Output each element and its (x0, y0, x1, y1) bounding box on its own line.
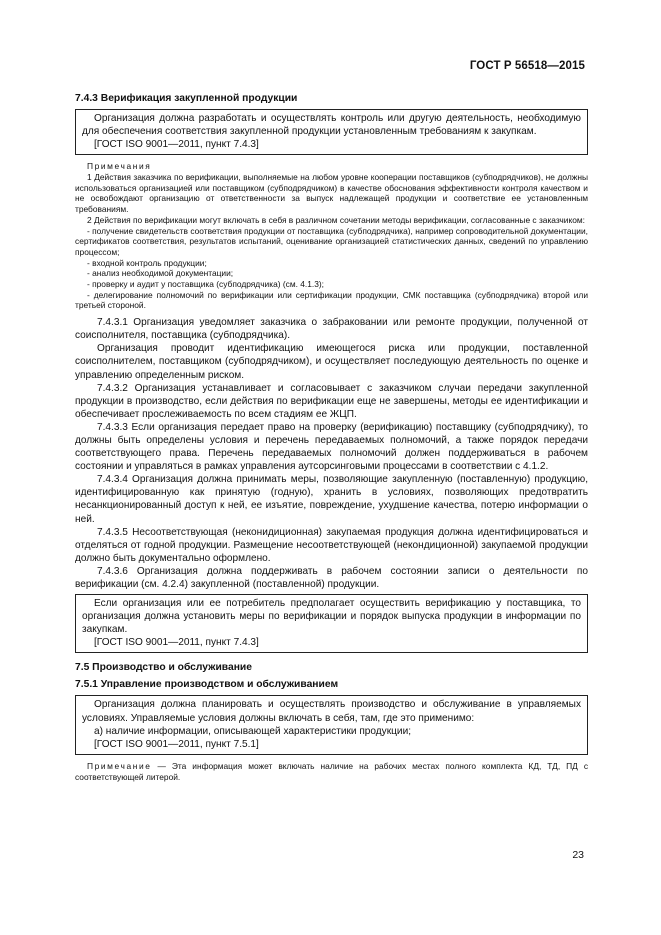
requirement-reference: [ГОСТ ISO 9001—2011, пункт 7.4.3] (94, 139, 259, 151)
notes-743 (75, 161, 588, 311)
note-text: — Эта информация может включать наличие на рабочих местах полного комплекта КД, ТД, ПД с соответствующей литерой. (75, 760, 589, 782)
paragraph-7435: 7.4.3.5 Несоответствующая (неконидиционная) закупаемая продукция должна идентифицироваться и отделяться от годной продукции. Размещение несоответствующей (некондиционной) закупаемой продукции должно быть документально оформлено. (75, 526, 588, 564)
body-743 (75, 316, 588, 591)
note-item: - входной контроль продукции; (87, 257, 207, 268)
requirement-list-item: а) наличие информации, описывающей характеристики продукции; (94, 725, 412, 737)
paragraph-7433: 7.4.3.3 Если организация передает право на проверку (верификацию) поставщику (субподрядчику), то должны быть определены условия и перечень передаваемых полномочий, а также порядок передачи соответствующего права. Перечень передаваемых полномочий должен поддерживаться в рабочем состоянии и управляться в рамках управления аутсорсинговыми процессами в соответствии с 4.1.2. (75, 421, 588, 473)
requirement-box-743 (75, 109, 588, 155)
note-751 (75, 761, 588, 782)
note-item: 2 Действия по верификации могут включать в себя в различном сочетании методы верификации, согласованные с заказчиком: (87, 214, 585, 225)
note-item: 1 Действия заказчика по верификации, выполняемые на любом уровне кооперации поставщиков (субподрядчиков), не должны использоваться организацией или поставщиком (субподрядчиком) в качестве обоснования эффективности контроля качеством и не освобождают организацию от ответственности за выпуск надлежащей продукции и соответствие ее установленным требованиям. (75, 171, 588, 215)
requirement-text: Если организация или ее потребитель предполагает осуществить верификацию у поставщика, то организация должна установить меры по верификации и порядок выпуска продукции в информации по закупкам. (82, 598, 581, 636)
requirement-text: Организация должна разработать и осуществлять контроль или другую деятельность, необходимую для обеспечения соответствия закупленной продукции установленным требованиям к закупкам. (82, 113, 581, 138)
page-number: 23 (572, 849, 584, 861)
requirement-text: Организация должна планировать и осуществлять производство и обслуживание в управляемых условиях. Управляемые условия должны включать в себя, там, где это применимо: (82, 699, 581, 724)
paragraph-7436: 7.4.3.6 Организация должна поддерживать в рабочем состоянии записи о деятельности по верификации (см. 4.2.4) закупленной (поставленной) продукции. (75, 565, 588, 590)
note-item: - проверку и аудит у поставщика (субподрядчика) (см. 4.1.3); (87, 279, 324, 290)
requirement-box-751 (75, 695, 588, 754)
note-item: - анализ необходимой документации; (87, 268, 234, 279)
section-743-title: 7.4.3 Верификация закупленной продукции (75, 93, 298, 104)
requirement-reference: [ГОСТ ISO 9001—2011, пункт 7.4.3] (94, 637, 259, 649)
requirement-reference: [ГОСТ ISO 9001—2011, пункт 7.5.1] (94, 738, 259, 750)
note-item: - делегирование полномочий по верификации или сертификации продукции, СМК поставщика (субподрядчика) второй или третьей стороной. (75, 289, 588, 311)
notes-label: Примечания (87, 161, 152, 172)
section-751-title: 7.5.1 Управление производством и обслуживанием (75, 679, 339, 691)
note-label: Примечание (87, 760, 152, 771)
paragraph-7431-risk: Организация проводит идентификацию имеющегося риска или продукции, поставленной соисполнителем, поставщиком (субподрядчиком), и осуществляет последующую деятельность по оценке и управлению определенным риском. (75, 343, 588, 381)
paragraph-7432: 7.4.3.2 Организация устанавливает и согласовывает с заказчиком случаи передачи закупленной продукции в производство, если действия по верификации еще не завершены, методы ее идентификации и обеспечивает прослеживаемость по всем стадиям ее ЖЦП. (75, 382, 588, 420)
paragraph-7434: 7.4.3.4 Организация должна принимать меры, позволяющие закупленную (поставленную) продукцию, идентифицированную как принятую (годную), хранить в условиях, позволяющих предотвратить несанкционированный доступ к ней, ее изъятие, повреждение, ухудшение качества, потерю информации о ней. (75, 474, 588, 525)
requirement-box-743-supplier (75, 594, 588, 653)
paragraph-7431: 7.4.3.1 Организация уведомляет заказчика о забраковании или ремонте продукции, полученной от соисполнителя, поставщика (субподрядчика). (75, 317, 588, 342)
document-code: ГОСТ Р 56518—2015 (469, 60, 585, 72)
note-item: - получение свидетельств соответствия продукции от поставщика (субподрядчика), например сопроводительной документации, сертификатов соответствия, результатов испытаний, оценивание организацией статистических данных, сведений по управлению процессом; (75, 225, 588, 257)
page-content (75, 92, 588, 782)
section-75-title: 7.5 Производство и обслуживание (75, 662, 252, 674)
